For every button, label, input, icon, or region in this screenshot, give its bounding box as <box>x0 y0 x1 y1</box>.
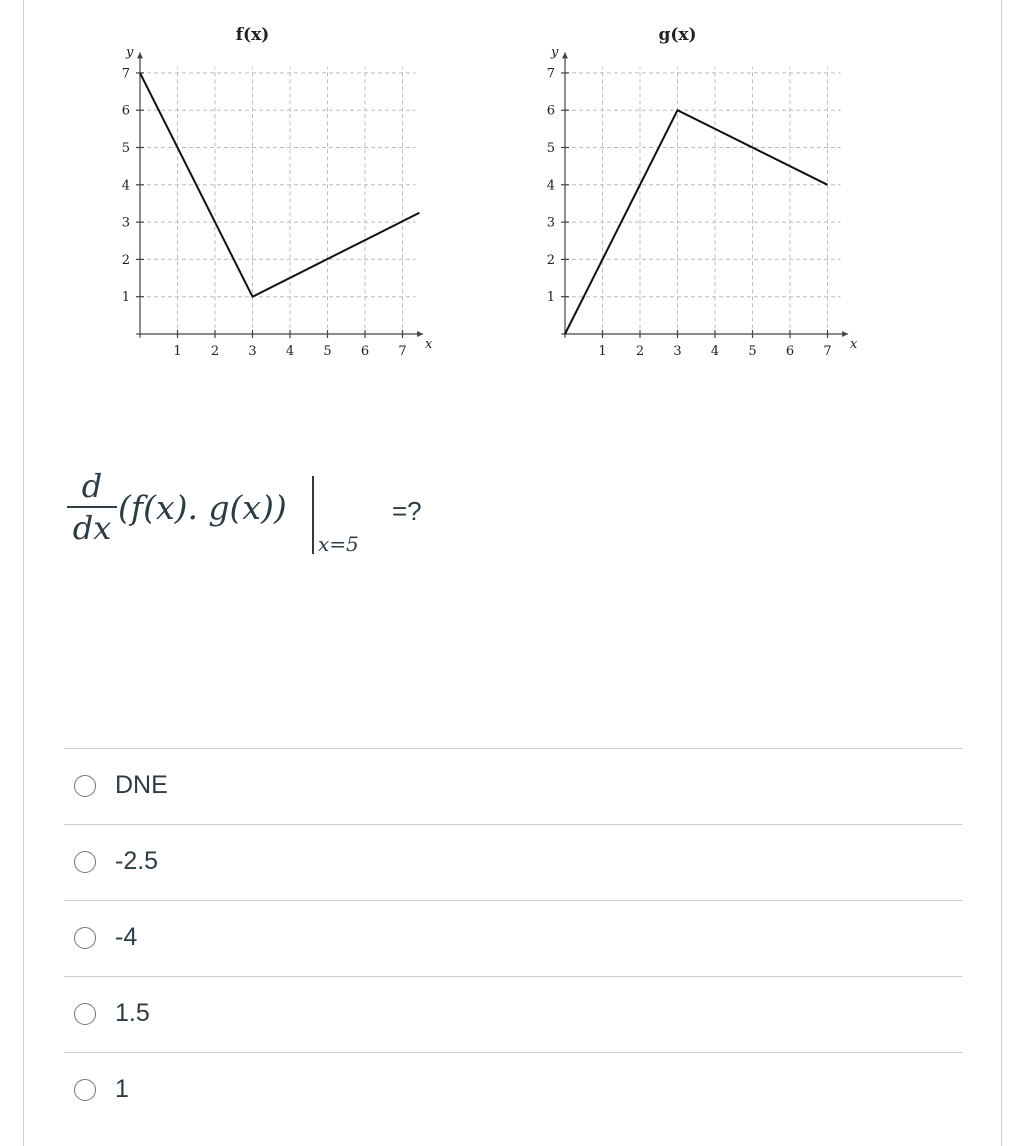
x-tick-label: 6 <box>785 344 795 359</box>
x-tick-label: 7 <box>398 344 407 359</box>
answer-option[interactable] <box>64 824 962 900</box>
answer-label: 1 <box>115 1075 129 1103</box>
x-tick-label: 6 <box>360 344 370 359</box>
y-axis-arrow <box>562 52 568 58</box>
derivative-operator <box>66 466 118 548</box>
answer-label: -4 <box>115 923 138 951</box>
y-tick-label: 7 <box>121 66 130 82</box>
answer-label: -2.5 <box>115 847 159 875</box>
answer-label: DNE <box>115 771 168 799</box>
x-axis-label: x <box>425 337 433 352</box>
series-line <box>565 110 828 334</box>
y-tick-label: 2 <box>121 252 130 268</box>
radio-button[interactable] <box>74 1003 96 1025</box>
y-tick-label: 4 <box>546 178 555 194</box>
grid <box>565 67 841 328</box>
y-tick-label: 5 <box>121 141 130 156</box>
y-tick-label: 7 <box>546 66 555 82</box>
derivative-numerator: d <box>81 467 103 505</box>
x-tick-label: 4 <box>285 344 295 359</box>
x-tick-label: 7 <box>823 344 832 359</box>
x-tick-label: 1 <box>173 344 182 359</box>
radio-button[interactable] <box>74 927 96 949</box>
question-suffix: =? <box>392 496 422 526</box>
y-tick-label: 3 <box>546 215 555 231</box>
chart-title: g(x) <box>658 25 697 45</box>
evaluation-point: x=5 <box>318 532 359 556</box>
x-tick-label: 2 <box>635 344 645 359</box>
x-tick-label: 5 <box>748 344 757 359</box>
x-tick-label: 3 <box>673 344 682 359</box>
y-tick-label: 6 <box>546 103 555 119</box>
y-tick-label: 3 <box>121 215 130 231</box>
answer-option[interactable] <box>64 1052 962 1128</box>
y-axis-label: y <box>126 45 134 61</box>
y-axis-label: y <box>551 45 559 61</box>
y-tick-label: 4 <box>121 178 130 194</box>
product-expression: (f(x). g(x)) <box>118 488 287 527</box>
x-axis-label: x <box>850 337 858 352</box>
x-tick-label: 3 <box>248 344 257 359</box>
x-tick-label: 5 <box>323 344 332 359</box>
answer-label: 1.5 <box>115 999 150 1027</box>
radio-button[interactable] <box>74 1079 96 1101</box>
radio-button[interactable] <box>74 775 96 797</box>
question <box>66 466 486 566</box>
answer-option[interactable] <box>64 900 962 976</box>
axes <box>561 52 848 338</box>
y-tick-label: 2 <box>546 252 555 268</box>
y-tick-label: 5 <box>546 141 555 156</box>
answer-option[interactable] <box>64 976 962 1052</box>
evaluation-bar <box>312 476 314 554</box>
g-graph <box>0 0 1010 380</box>
x-tick-label: 1 <box>598 344 607 359</box>
y-tick-label: 1 <box>121 290 130 306</box>
y-tick-label: 6 <box>121 103 130 119</box>
derivative-denominator: dx <box>72 509 112 547</box>
y-tick-label: 1 <box>546 290 555 306</box>
x-axis-arrow <box>842 331 848 337</box>
chart-title: f(x) <box>235 25 270 45</box>
x-tick-label: 4 <box>710 344 720 359</box>
answer-list <box>64 748 962 1128</box>
answer-option[interactable] <box>64 748 962 824</box>
x-tick-label: 2 <box>210 344 220 359</box>
radio-button[interactable] <box>74 851 96 873</box>
